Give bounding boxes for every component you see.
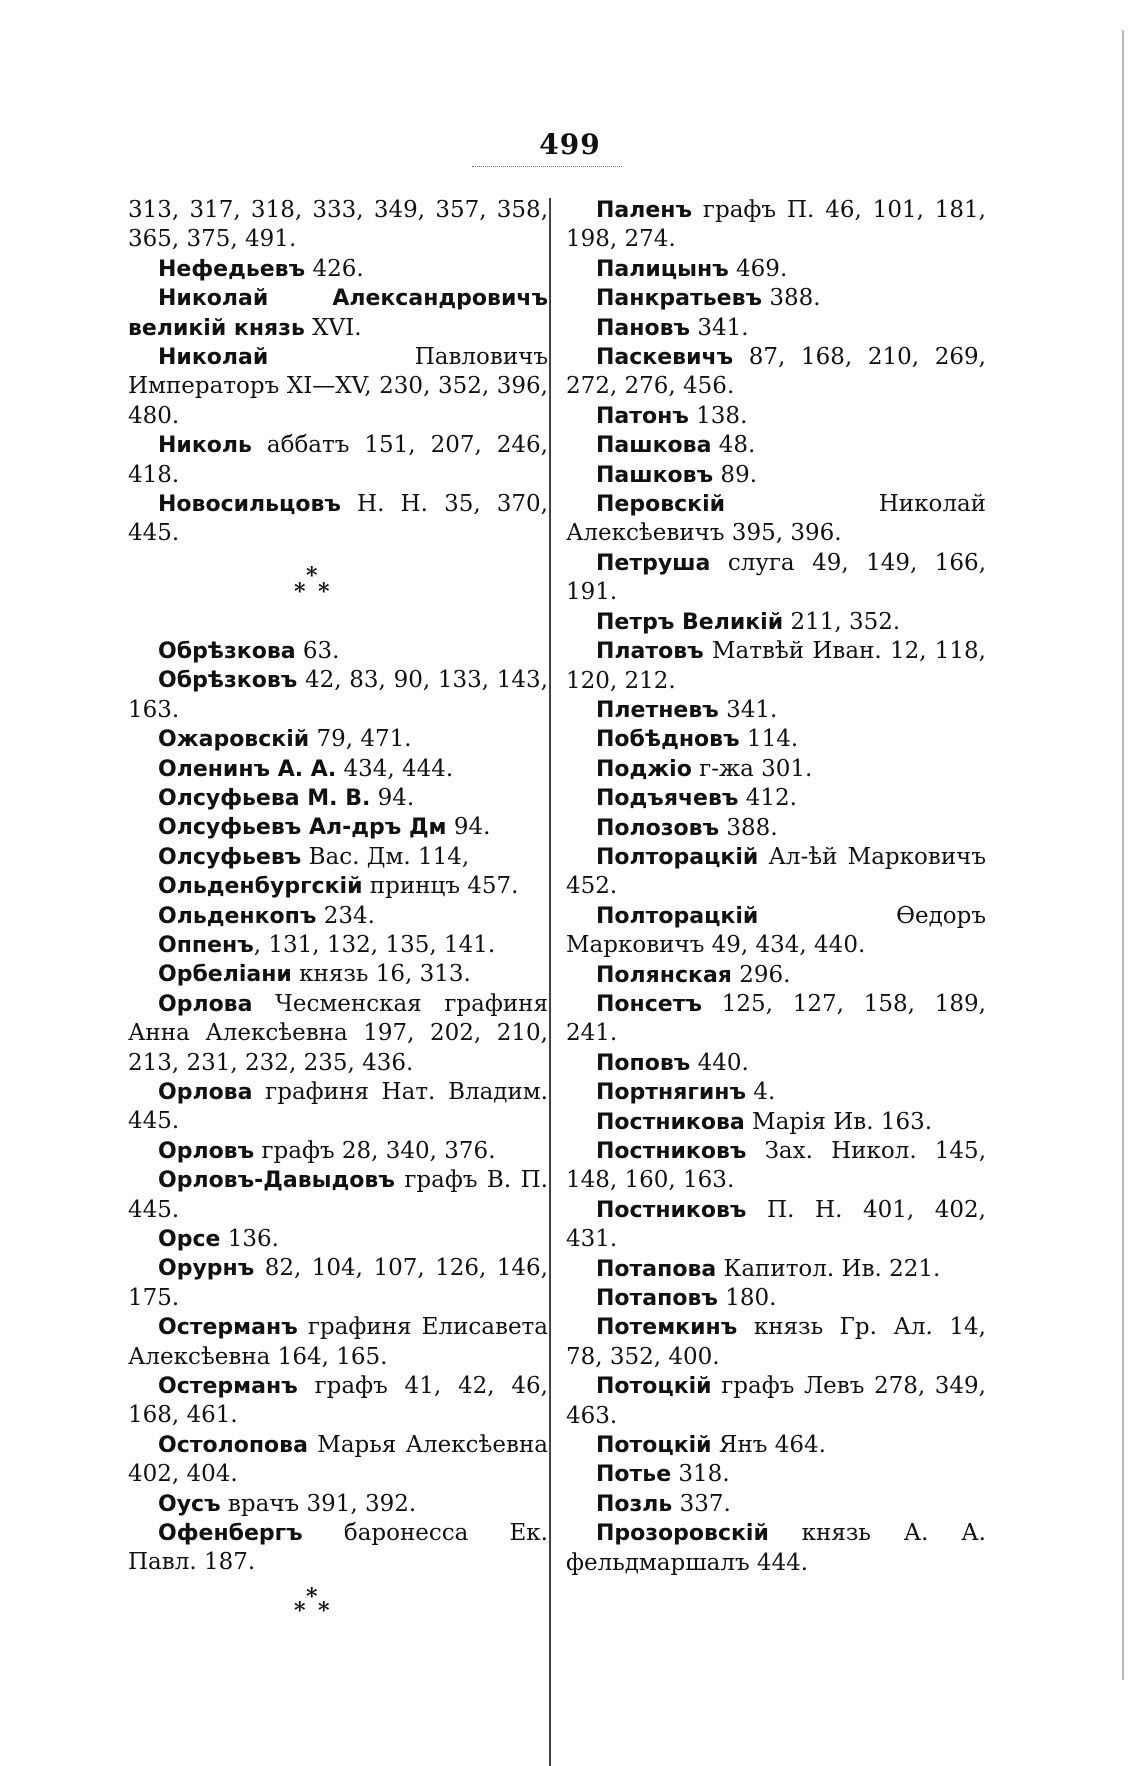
- index-entry: [128, 784, 548, 813]
- index-entry: [566, 1078, 986, 1107]
- index-entry-name: Обрѣзкова: [158, 638, 296, 664]
- index-entry: [128, 431, 548, 490]
- index-entry: [566, 961, 986, 990]
- index-entry-references: Николай Алексѣевичъ 395, 396.: [566, 491, 986, 547]
- asterism-star: *: [318, 578, 330, 605]
- index-entry: [128, 1313, 548, 1372]
- index-entry: [566, 902, 986, 961]
- index-entry: [566, 314, 986, 343]
- index-entry-name: Постникова: [596, 1109, 745, 1135]
- index-entry-references: Зах. Никол. 145, 148, 160, 163.: [566, 1138, 986, 1194]
- index-entry-name: Патонъ: [596, 403, 689, 429]
- index-column-left: [128, 196, 548, 1638]
- index-entry-name: Позль: [596, 1491, 673, 1517]
- index-entry-references: 82, 104, 107, 126, 146, 175.: [128, 1255, 548, 1311]
- index-entry-name: Палицынъ: [596, 256, 729, 282]
- index-entry-references: Марія Ив. 163.: [744, 1108, 933, 1135]
- index-entry: [128, 1166, 548, 1225]
- index-entry-name: Олсуфьевъ Ал-дръ Дм: [158, 815, 447, 841]
- index-entry-name: Постниковъ: [596, 1197, 747, 1223]
- index-entry-references: Ѳедоръ Марковичъ 49, 434, 440.: [566, 902, 986, 959]
- column-divider: [549, 198, 551, 1766]
- index-entry: [566, 1460, 986, 1489]
- index-entry-references: 48.: [711, 432, 756, 459]
- index-entry-references: графъ 28, 340, 376.: [254, 1137, 496, 1164]
- index-entry: [128, 990, 548, 1078]
- index-entry-name: Орловъ: [158, 1138, 255, 1164]
- index-entry-references: графъ 41, 42, 46, 168, 461.: [128, 1373, 548, 1429]
- index-entry-references: 63.: [295, 637, 340, 664]
- index-entry-name: Николай Александровичъ великій князь: [128, 286, 548, 341]
- index-entry-references: князь Гр. Ал. 14, 78, 352, 400.: [566, 1314, 986, 1370]
- index-entry: [566, 696, 986, 725]
- section-asterism: [128, 549, 548, 637]
- index-entry-references: 79, 471.: [309, 726, 412, 753]
- index-entry-references: 89.: [713, 461, 758, 488]
- index-entry-name: Оппенъ: [158, 932, 254, 958]
- index-entry-name: Орловъ-Давыдовъ: [158, 1168, 395, 1194]
- index-entry: [128, 1225, 548, 1254]
- index-entry: [566, 637, 986, 696]
- index-entry-references: Ал-ѣй Марковичъ 452.: [566, 843, 986, 900]
- section-asterism-end: [128, 1578, 548, 1638]
- index-entry-references: Н. Н. 35, 370, 445.: [128, 491, 548, 547]
- index-entry-references: 388.: [719, 814, 778, 841]
- index-entry-name: Обрѣзковъ: [158, 668, 298, 694]
- index-entry-name: Плетневъ: [596, 697, 719, 723]
- index-entry-name: Паленъ: [596, 198, 693, 223]
- index-entry: [128, 872, 548, 901]
- index-entry: [566, 725, 986, 754]
- index-entry-references: графъ П. 46, 101, 181, 198, 274.: [566, 197, 986, 253]
- index-entry-name: Нефедьевъ: [158, 256, 306, 282]
- index-entry: [566, 1490, 986, 1519]
- page-number-rule: [472, 166, 622, 167]
- index-entry: [128, 960, 548, 989]
- index-entry-references: Матвѣй Иван. 12, 118, 120, 212.: [566, 638, 986, 694]
- index-entry: [128, 1137, 548, 1166]
- index-entry-name: Остолопова: [158, 1432, 308, 1458]
- index-entry-name: Олсуфьевъ: [158, 844, 302, 870]
- index-entry-references: графиня Нат. Владим. 445.: [128, 1078, 548, 1135]
- index-entry-name: Пашковъ: [596, 462, 714, 488]
- index-entry-name: Новосильцовъ: [158, 492, 341, 518]
- index-entry: [128, 284, 548, 343]
- index-entry-name: Полторацкій: [596, 903, 759, 929]
- index-entry-name: Николь: [158, 433, 252, 459]
- index-entry-references: слуга 49, 149, 166, 191.: [566, 549, 986, 606]
- index-entry: [128, 255, 548, 284]
- index-entry-references: 426.: [305, 255, 364, 282]
- index-entry: [566, 1313, 986, 1372]
- index-entry-references: врачъ 391, 392.: [220, 1490, 417, 1517]
- index-entry: [566, 1519, 986, 1578]
- index-entry-references: 114.: [739, 726, 799, 753]
- index-entry-references: аббатъ 151, 207, 246, 418.: [128, 432, 548, 488]
- index-entry: [566, 196, 986, 255]
- asterism-star: *: [306, 562, 318, 589]
- index-entry-references: 313, 317, 318, 333, 349, 357, 358, 365, 375, 491.: [128, 197, 548, 253]
- index-entry-references: 469.: [728, 255, 788, 282]
- index-entry: [128, 902, 548, 931]
- index-entry-references: 234.: [316, 902, 375, 929]
- index-entry-name: Подъячевъ: [596, 786, 739, 812]
- index-entry-name: Ольденбургскій: [158, 874, 363, 900]
- index-entry-name: Пашкова: [596, 433, 712, 459]
- index-entry-name: Оленинъ А. А.: [158, 756, 337, 782]
- index-entry: [566, 490, 986, 549]
- index-entry-name: Орурнъ: [158, 1256, 255, 1282]
- index-entry: [566, 343, 986, 402]
- index-entry-references: князь А. А. фельдмаршалъ 444.: [566, 1520, 986, 1576]
- index-entry-name: Орлова: [158, 991, 253, 1017]
- index-entry: [566, 1196, 986, 1255]
- index-entry-references: 4.: [746, 1079, 776, 1106]
- index-entry-name: Полторацкій: [596, 844, 759, 870]
- index-entry-name: Потаповъ: [596, 1286, 718, 1312]
- index-entries-n: [128, 196, 548, 549]
- index-entry: [128, 637, 548, 666]
- index-entry: [128, 755, 548, 784]
- index-entry-references: 341.: [718, 696, 778, 723]
- index-entry-name: Перовскій: [596, 492, 726, 518]
- index-entry: [566, 1137, 986, 1196]
- index-entry: [128, 1519, 548, 1578]
- index-entry-references: Павловичъ Императоръ XI—XV, 230, 352, 396, 480.: [128, 344, 548, 429]
- index-entry-name: Поповъ: [596, 1050, 691, 1076]
- index-entry-references: графъ В. П. 445.: [128, 1167, 548, 1223]
- index-entry: [128, 666, 548, 725]
- index-entry: [566, 255, 986, 284]
- index-entry-name: Паскевичъ: [596, 345, 734, 371]
- index-entries-o: [128, 637, 548, 1578]
- index-entry-references: 136.: [220, 1226, 279, 1252]
- index-entry-references: 296.: [731, 961, 791, 988]
- index-entry: [566, 1431, 986, 1460]
- index-entry-name: Орбеліани: [158, 962, 292, 988]
- index-entry: [128, 843, 548, 872]
- index-entry: [566, 990, 986, 1049]
- index-entry-name: Олсуфьева М. В.: [158, 785, 371, 811]
- index-entry: [566, 755, 986, 784]
- index-entry: [566, 1108, 986, 1137]
- asterism-star: *: [306, 1583, 318, 1610]
- index-entry-name: Пановъ: [596, 315, 691, 341]
- index-entry-name: Орсе: [158, 1227, 221, 1252]
- index-entry-name: Потоцкій: [596, 1374, 712, 1400]
- index-entry-name: Остерманъ: [158, 1315, 298, 1341]
- index-column-right: [566, 196, 986, 1578]
- index-entry-name: Ольденкопъ: [158, 903, 317, 929]
- index-entry: [128, 343, 548, 431]
- index-entry: [566, 461, 986, 490]
- index-entry-references: 94.: [370, 784, 415, 811]
- index-entry: [566, 402, 986, 431]
- index-entry: [128, 1431, 548, 1490]
- index-entry-name: Остерманъ: [158, 1374, 298, 1400]
- index-entry-references: 42, 83, 90, 133, 143, 163.: [128, 667, 548, 723]
- index-entry-name: Прозоровскій: [596, 1521, 769, 1547]
- index-entry-references: 440.: [690, 1049, 749, 1076]
- index-entry-name: Петръ Великій: [596, 609, 784, 635]
- index-entry-references: 412.: [738, 785, 797, 812]
- index-entry: [128, 196, 548, 255]
- index-entry: [566, 608, 986, 637]
- index-entry-references: 180.: [717, 1285, 777, 1312]
- index-entry-name: Оусъ: [158, 1491, 221, 1517]
- index-entry-name: Потемкинъ: [596, 1315, 738, 1341]
- index-entry-references: графиня Елисавета Алексѣевна 164, 165.: [128, 1314, 548, 1370]
- index-entry-name: Платовъ: [596, 639, 704, 665]
- index-entry-references: графъ Левъ 278, 349, 463.: [566, 1373, 986, 1429]
- index-entry: [566, 1049, 986, 1078]
- asterism-star: *: [318, 1597, 330, 1624]
- index-entries-p: [566, 196, 986, 1578]
- index-entry-name: Портнягинъ: [596, 1080, 746, 1106]
- index-entry-name: Поджіо: [596, 756, 692, 782]
- index-entry-references: 388.: [762, 285, 821, 312]
- index-entry-references: 434, 444.: [336, 755, 454, 782]
- index-entry-references: 341.: [690, 314, 749, 341]
- index-entry-references: П. Н. 401, 402, 431.: [566, 1196, 986, 1253]
- index-entry-name: Панкратьевъ: [596, 286, 763, 312]
- index-entry-name: Ожаровскій: [158, 727, 310, 753]
- index-entry-name: Потапова: [596, 1256, 717, 1282]
- index-entry: [128, 931, 548, 960]
- index-entry: [128, 1372, 548, 1431]
- index-entry-name: Петруша: [596, 550, 711, 576]
- index-entry: [128, 1254, 548, 1313]
- page-number: 499: [539, 128, 601, 161]
- index-entry-references: г-жа 301.: [691, 755, 813, 782]
- asterism-star: *: [294, 1597, 306, 1624]
- index-entry-references: Капитол. Ив. 221.: [716, 1255, 941, 1282]
- index-entry-references: принцъ 457.: [362, 873, 519, 900]
- index-entry: [566, 1372, 986, 1431]
- index-entry-references: Чесменская графиня Анна Алексѣевна 197, 202, 210, 213, 231, 232, 235, 436.: [128, 990, 548, 1076]
- index-entry-name: Понсетъ: [596, 991, 702, 1017]
- index-entry-references: XVI.: [304, 314, 362, 341]
- index-entry: [128, 1078, 548, 1137]
- index-entry: [566, 431, 986, 460]
- index-entry-references: , 131, 132, 135, 141.: [253, 931, 496, 958]
- page-edge-line: [1122, 30, 1124, 1680]
- index-entry: [128, 490, 548, 549]
- index-entry-references: 138.: [688, 402, 748, 429]
- index-entry-name: Николай: [158, 345, 269, 371]
- index-entry-references: 87, 168, 210, 269, 272, 276, 456.: [566, 344, 986, 400]
- index-entry-references: баронесса Ек. Павл. 187.: [128, 1520, 548, 1576]
- index-entry-references: Вас. Дм. 114,: [301, 843, 470, 870]
- index-entry: [566, 814, 986, 843]
- index-entry-name: Потоцкій: [596, 1433, 712, 1459]
- index-entry-name: Офенбергъ: [158, 1521, 303, 1547]
- index-entry-name: Орлова: [158, 1079, 253, 1105]
- index-entry: [566, 784, 986, 813]
- index-entry: [566, 1284, 986, 1313]
- index-entry-references: 94.: [446, 814, 491, 841]
- index-entry: [128, 813, 548, 842]
- index-entry-references: 318.: [671, 1461, 730, 1488]
- index-entry-references: Марья Алексѣевна 402, 404.: [128, 1431, 548, 1488]
- index-entry: [566, 1255, 986, 1284]
- index-entry: [566, 284, 986, 313]
- index-entry-name: Побѣдновъ: [596, 727, 740, 753]
- index-entry: [566, 843, 986, 902]
- index-entry-name: Потье: [596, 1462, 672, 1488]
- index-entry-name: Постниковъ: [596, 1139, 747, 1164]
- asterism-star: *: [294, 578, 306, 605]
- index-entry-references: Янъ 464.: [711, 1432, 826, 1459]
- index-entry: [566, 549, 986, 608]
- index-entry-references: 125, 127, 158, 189, 241.: [566, 990, 986, 1047]
- index-entry-references: князь 16, 313.: [291, 961, 471, 988]
- index-entry: [128, 1490, 548, 1519]
- index-entry-references: 337.: [672, 1490, 731, 1517]
- index-entry: [128, 725, 548, 754]
- index-entry-references: 211, 352.: [783, 608, 901, 635]
- index-entry-name: Полозовъ: [596, 815, 720, 841]
- index-entry-name: Полянская: [596, 962, 732, 988]
